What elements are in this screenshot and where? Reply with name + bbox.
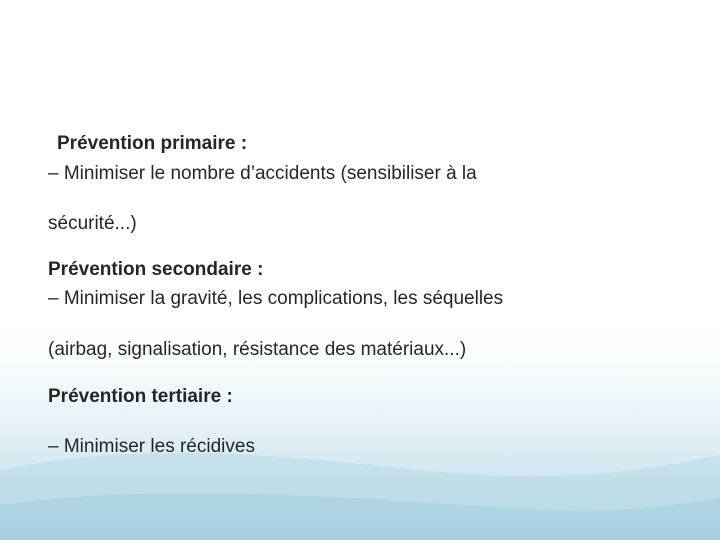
- primary-prevention-line-1: – Minimiser le nombre d’accidents (sensibiliser à la: [48, 163, 477, 184]
- tertiary-prevention-line-1: – Minimiser les récidives: [48, 436, 255, 457]
- tertiary-prevention-heading: Prévention tertiaire :: [48, 386, 233, 407]
- secondary-prevention-line-2: (airbag, signalisation, résistance des matériaux...): [48, 339, 467, 360]
- secondary-prevention-heading: Prévention secondaire :: [48, 259, 264, 280]
- secondary-prevention-line-1: – Minimiser la gravité, les complications, les séquelles: [48, 288, 504, 309]
- primary-prevention-heading: Prévention primaire :: [57, 133, 248, 154]
- primary-prevention-line-2: sécurité...): [48, 213, 137, 234]
